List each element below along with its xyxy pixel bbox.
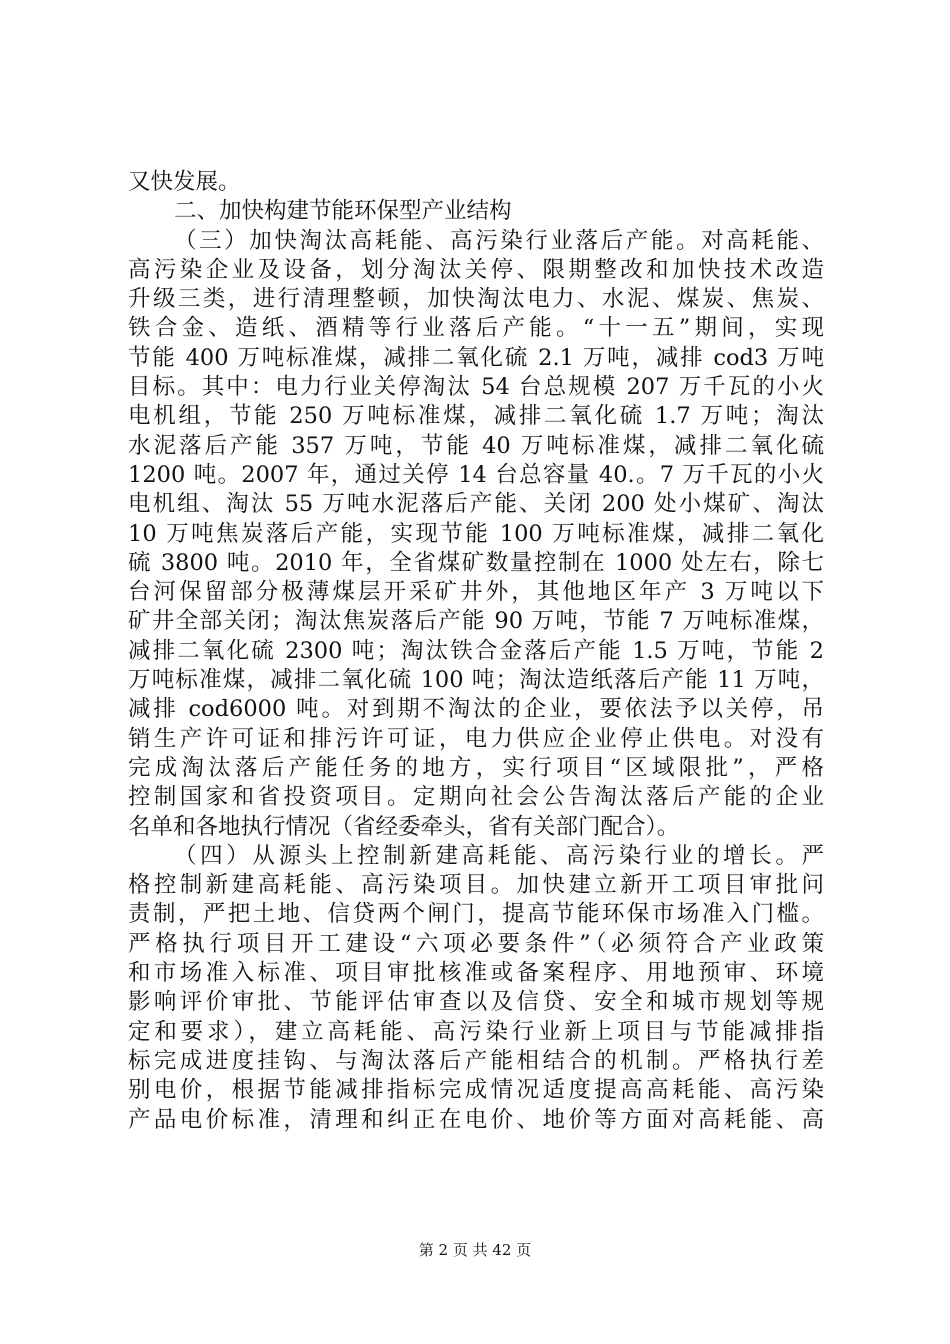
text-line: 硫 3800 吨。2010 年，全省煤矿数量控制在 1000 处左右，除七 xyxy=(128,549,824,576)
text-line: 完成淘汰落后产能任务的地方，实行项目“区域限批”，严格 xyxy=(128,754,824,781)
text-line: 电机组、淘汰 55 万吨水泥落后产能、关闭 200 处小煤矿、淘汰 xyxy=(128,491,824,518)
text-line: 影响评价审批、节能评估审查以及信贷、安全和城市规划等规 xyxy=(128,989,824,1016)
text-line: 目标。其中：电力行业关停淘汰 54 台总规模 207 万千瓦的小火 xyxy=(128,374,824,401)
text-line: 水泥落后产能 357 万吨，节能 40 万吨标准煤，减排二氧化硫 xyxy=(128,432,824,459)
text-line: 严格执行项目开工建设“六项必要条件”（必须符合产业政策 xyxy=(128,930,824,957)
text-line: 格控制新建高耗能、高污染项目。加快建立新开工项目审批问 xyxy=(128,872,824,899)
section-heading: 二、加快构建节能环保型产业结构 xyxy=(174,198,512,225)
text-line: 又快发展。 xyxy=(128,169,241,195)
text-line: 产品电价标准，清理和纠正在电价、地价等方面对高耗能、高 xyxy=(128,1106,824,1133)
text-line: 电机组，节能 250 万吨标准煤，减排二氧化硫 1.7 万吨；淘汰 xyxy=(128,403,824,430)
text-line: 和市场准入标准、项目审批核准或备案程序、用地预审、环境 xyxy=(128,960,824,987)
text-line: 高污染企业及设备，划分淘汰关停、限期整改和加快技术改造 xyxy=(128,256,824,283)
text-line: 名单和各地执行情况（省经委牵头，省有关部门配合）。 xyxy=(128,813,680,840)
text-line: 减排 cod6000 吨。对到期不淘汰的企业，要依法予以关停，吊 xyxy=(128,696,824,723)
text-line: 责制，严把土地、信贷两个闸门，提高节能环保市场准入门槛。 xyxy=(128,901,824,928)
text-line: 万吨标准煤，减排二氧化硫 100 吨；淘汰造纸落后产能 11 万吨， xyxy=(128,667,824,694)
text-line: 定和要求），建立高耗能、高污染行业新上项目与节能减排指 xyxy=(128,1018,824,1045)
text-line: 1200 吨。2007 年，通过关停 14 台总容量 40.。7 万千瓦的小火 xyxy=(128,461,824,488)
text-line: 节能 400 万吨标准煤，减排二氧化硫 2.1 万吨，减排 cod3 万吨 xyxy=(128,344,824,371)
text-line: 10 万吨焦炭落后产能，实现节能 100 万吨标准煤，减排二氧化 xyxy=(128,520,824,547)
text-line: （四）从源头上控制新建高耗能、高污染行业的增长。严 xyxy=(174,842,824,869)
text-line: 别电价，根据节能减排指标完成情况适度提高高耗能、高污染 xyxy=(128,1077,824,1104)
text-line: 铁合金、造纸、酒精等行业落后产能。“十一五”期间，实现 xyxy=(128,315,824,342)
text-line: 矿井全部关闭；淘汰焦炭落后产能 90 万吨，节能 7 万吨标准煤， xyxy=(128,608,824,635)
text-line: 减排二氧化硫 2300 吨；淘汰铁合金落后产能 1.5 万吨，节能 2 xyxy=(128,637,824,664)
page-number-footer: 第 2 页 共 42 页 xyxy=(418,1241,532,1259)
text-line: 销生产许可证和排污许可证，电力供应企业停止供电。对没有 xyxy=(128,725,824,752)
text-line: （三）加快淘汰高耗能、高污染行业落后产能。对高耗能、 xyxy=(174,227,824,254)
text-line: 标完成进度挂钩、与淘汰落后产能相结合的机制。严格执行差 xyxy=(128,1047,824,1074)
text-line: 台河保留部分极薄煤层开采矿井外，其他地区年产 3 万吨以下 xyxy=(128,579,824,606)
text-line: 升级三类，进行清理整顿，加快淘汰电力、水泥、煤炭、焦炭、 xyxy=(128,286,824,313)
text-line: 控制国家和省投资项目。定期向社会公告淘汰落后产能的企业 xyxy=(128,784,824,811)
document-body xyxy=(128,168,824,1135)
